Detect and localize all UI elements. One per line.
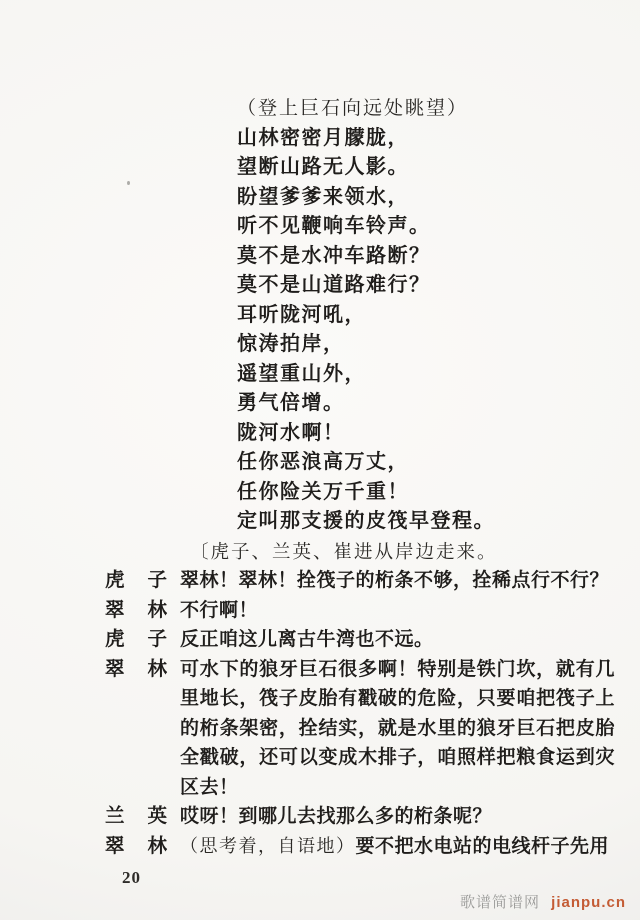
dialogue-row bbox=[105, 596, 615, 626]
verse-line: 莫不是水冲车路断？ bbox=[237, 244, 431, 267]
verse-line: 任你恶浪高万丈， bbox=[237, 451, 409, 473]
dialogue-text: 翠林！翠林！拴筏子的桁条不够，拴稀点行不行？ bbox=[180, 570, 610, 591]
page-number: 20 bbox=[122, 868, 141, 887]
dialogue-text: 哎呀！到哪儿去找那么多的桁条呢？ bbox=[180, 806, 493, 827]
verse-line: 莫不是山道路难行？ bbox=[237, 274, 431, 296]
dialogue-block bbox=[105, 566, 615, 861]
sung-verse-block bbox=[237, 94, 597, 537]
speaker-char: 林 bbox=[147, 599, 167, 621]
dialogue-row bbox=[105, 625, 615, 655]
dialogue-text-run: 要不把水电站的电线杆子先用 bbox=[355, 835, 610, 857]
verse-line: 山林密密月朦胧， bbox=[237, 126, 409, 149]
speaker-name bbox=[105, 596, 167, 626]
watermark-site-url: jianpu.cn bbox=[551, 894, 626, 911]
speaker-char: 翠 bbox=[105, 599, 125, 621]
dialogue-row bbox=[105, 566, 615, 596]
verse-line: 定叫那支援的皮筏早登程。 bbox=[237, 510, 495, 532]
verse-line: 任你险关万千重！ bbox=[237, 480, 409, 503]
speaker-name bbox=[105, 655, 167, 685]
verse-line: 望断山路无人影。 bbox=[237, 156, 409, 178]
verse-line: 盼望爹爹来领水， bbox=[237, 185, 409, 208]
speaker-char: 子 bbox=[147, 570, 167, 591]
speaker-name bbox=[105, 832, 167, 862]
stage-direction-inline: （登上巨石向远处眺望） bbox=[237, 98, 469, 119]
speaker-name bbox=[105, 566, 167, 596]
speaker-char: 虎 bbox=[105, 629, 125, 650]
speaker-char: 兰 bbox=[105, 806, 125, 827]
dialogue-text: 反正咱这儿离古牛湾也不远。 bbox=[180, 629, 434, 650]
speaker-char: 英 bbox=[147, 806, 167, 827]
verse-line: 遥望重山外， bbox=[237, 362, 366, 385]
watermark-site-name: 歌谱简谱网 bbox=[459, 894, 540, 911]
dialogue-text: 不行啊！ bbox=[180, 599, 259, 621]
dialogue-row bbox=[105, 655, 615, 803]
speaker-name bbox=[105, 802, 167, 832]
speaker-char: 子 bbox=[147, 629, 167, 650]
dialogue-row bbox=[105, 832, 615, 862]
speaker-char: 虎 bbox=[105, 570, 125, 591]
speaker-name bbox=[105, 625, 167, 655]
verse-line: 耳听陇河吼， bbox=[237, 303, 366, 326]
watermark bbox=[460, 891, 626, 912]
speaker-char: 林 bbox=[147, 835, 167, 857]
speaker-char: 翠 bbox=[105, 658, 125, 680]
verse-line: 惊涛拍岸， bbox=[237, 333, 345, 355]
speaker-char: 林 bbox=[147, 658, 167, 680]
dialogue-text bbox=[180, 832, 615, 862]
verse-line: 陇河水啊！ bbox=[237, 421, 345, 444]
dialogue-row bbox=[105, 802, 615, 832]
verse-line: 听不见鞭响车铃声。 bbox=[237, 215, 431, 237]
speaker-char: 翠 bbox=[105, 835, 125, 857]
dialogue-text: 可水下的狼牙巨石很多啊！特别是铁门坎，就有几里地长，筏子皮胎有戳破的危险，只要咱把筏子上的桁条架密，拴结实，就是水里的狼牙巨石把皮胎全戳破，还可以变成木排子，咱照样把粮食运到灾区去！ bbox=[180, 658, 615, 798]
parenthetical-note: （思考着，自语地） bbox=[180, 835, 356, 856]
scan-speck bbox=[127, 181, 130, 185]
verse-line: 勇气倍增。 bbox=[237, 392, 345, 414]
stage-note: 〔虎子、兰英、崔进从岸边走来。 bbox=[190, 543, 498, 563]
